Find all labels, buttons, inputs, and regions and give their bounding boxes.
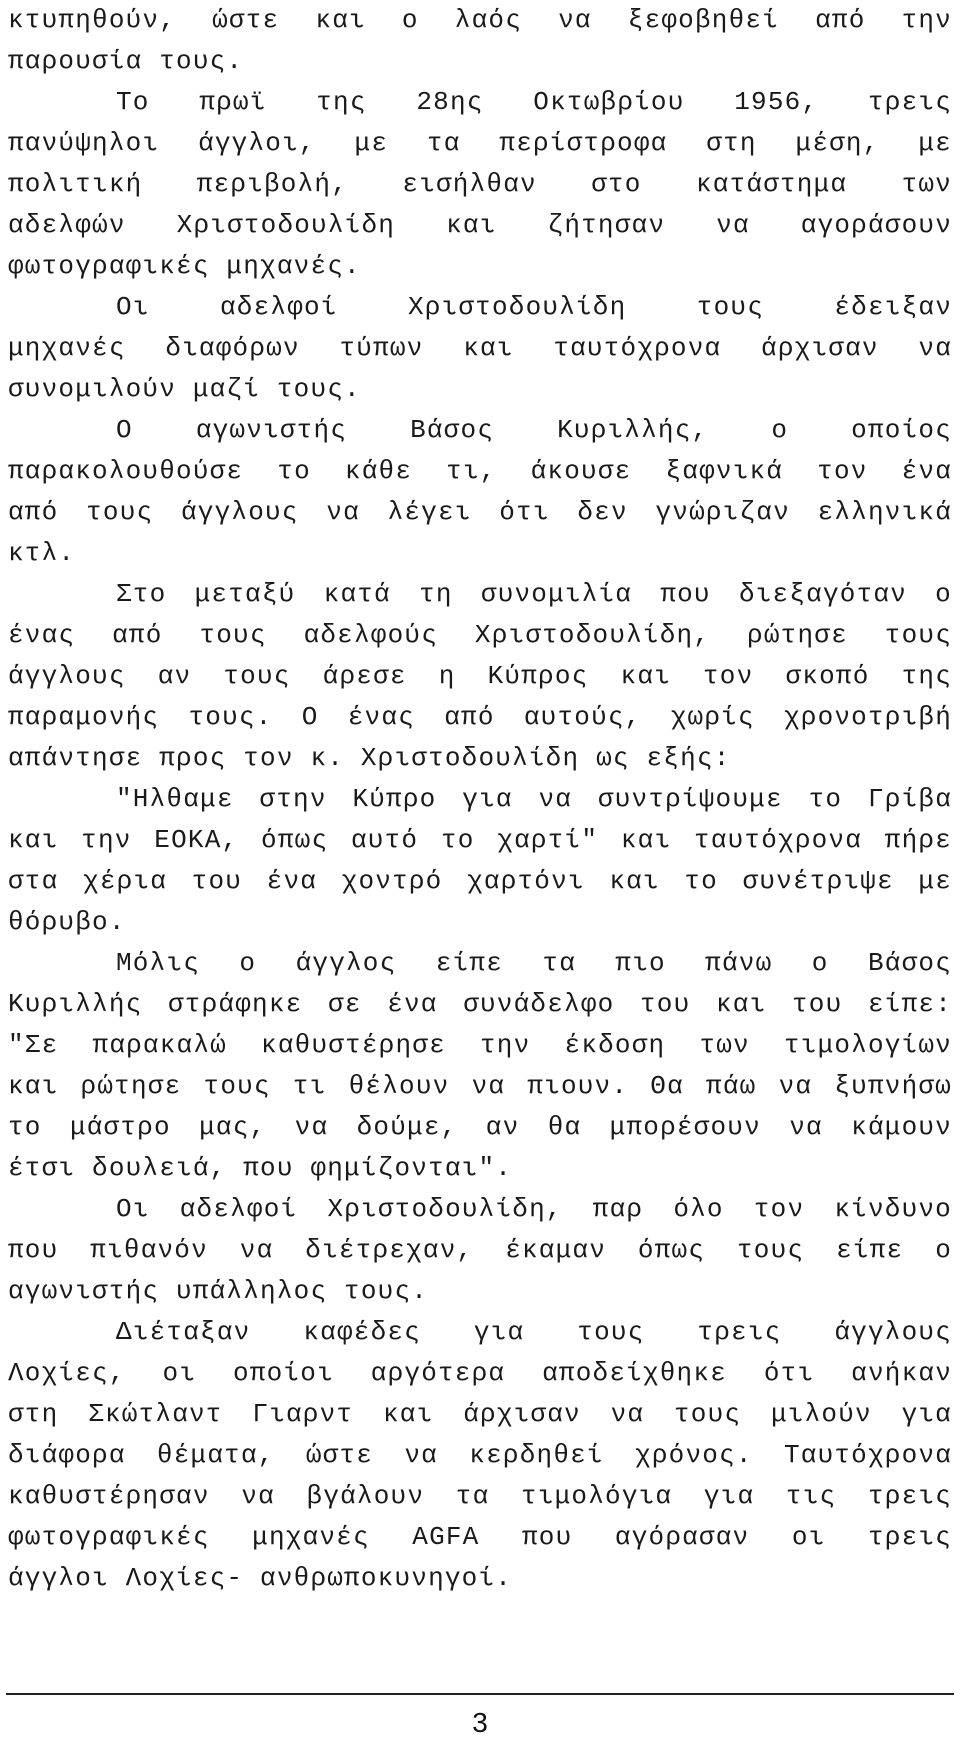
- text-line: μηχανές διαφόρων τύπων και ταυτόχρονα άρχισαν να: [8, 333, 952, 363]
- text-line: παρακολουθούσε το κάθε τι, άκουσε ξαφνικά τον ένα: [8, 456, 952, 486]
- text-line: Κυριλλής στράφηκε σε ένα συνάδελφο του και του είπε:: [8, 989, 952, 1019]
- text-line: πολιτική περιβολή, εισήλθαν στο κατάστημα των: [8, 169, 952, 199]
- text-line: από τους άγγλους να λέγει ότι δεν γνώριζαν ελληνικά: [8, 497, 952, 527]
- text-line: Στο μεταξύ κατά τη συνομιλία που διεξαγόταν ο: [116, 579, 952, 609]
- text-line: άγγλους αν τους άρεσε η Κύπρος και τον σκοπό της: [8, 661, 952, 691]
- text-line: κτλ.: [8, 538, 76, 568]
- text-line: το μάστρο μας, να δούμε, αν θα μπορέσουν να κάμουν: [8, 1112, 952, 1142]
- document-body: [8, 0, 952, 1599]
- text-line: φωτογραφικές μηχανές AGFA που αγόρασαν οι τρεις: [8, 1522, 952, 1552]
- page-number: 3: [472, 1707, 488, 1738]
- text-line: που πιθανόν να διέτρεχαν, έκαμαν όπως τους είπε ο: [8, 1235, 952, 1265]
- text-line: παραμονής τους. Ο ένας από αυτούς, χωρίς χρονοτριβή: [8, 702, 952, 732]
- text-line: και την ΕΟΚΑ, όπως αυτό το χαρτί" και ταυτόχρονα πήρε: [8, 825, 952, 855]
- text-line: παρουσία τους.: [8, 46, 244, 76]
- text-line: πανύψηλοι άγγλοι, με τα περίστροφα στη μέση, με: [8, 128, 952, 158]
- text-line: Το πρωϊ της 28ης Οκτωβρίου 1956, τρεις: [116, 87, 952, 117]
- text-line: αγωνιστής υπάλληλος τους.: [8, 1276, 429, 1306]
- text-line: στα χέρια του ένα χοντρό χαρτόνι και το συνέτριψε με: [8, 866, 952, 896]
- page-footer: [6, 1693, 954, 1738]
- text-line: Μόλις ο άγγλος είπε τα πιο πάνω ο Βάσος: [116, 948, 952, 978]
- text-line: αδελφών Χριστοδουλίδη και ζήτησαν να αγοράσουν: [8, 210, 952, 240]
- text-line: φωτογραφικές μηχανές.: [8, 251, 361, 281]
- text-line: απάντησε προς τον κ. Χριστοδουλίδη ως εξής:: [8, 743, 731, 773]
- text-line: κτυπηθούν, ώστε και ο λαός να ξεφοβηθεί από την: [8, 5, 952, 35]
- text-line: θόρυβο.: [8, 907, 126, 937]
- text-line: Οι αδελφοί Χριστοδουλίδη τους έδειξαν: [116, 292, 952, 322]
- text-line: Ο αγωνιστής Βάσος Κυριλλής, ο οποίος: [116, 415, 952, 445]
- text-line: άγγλοι Λοχίες- ανθρωποκυνηγοί.: [8, 1563, 513, 1593]
- text-line: "Σε παρακαλώ καθυστέρησε την έκδοση των τιμολογίων: [8, 1030, 952, 1060]
- text-line: Διέταξαν καφέδες για τους τρεις άγγλους: [116, 1317, 952, 1347]
- text-line: Οι αδελφοί Χριστοδουλίδη, παρ όλο τον κίνδυνο: [116, 1194, 952, 1224]
- text-line: συνομιλούν μαζί τους.: [8, 374, 361, 404]
- text-line: Λοχίες, οι οποίοι αργότερα αποδείχθηκε ότι ανήκαν: [8, 1358, 952, 1388]
- text-line: διάφορα θέματα, ώστε να κερδηθεί χρόνος. Ταυτόχρονα: [8, 1440, 952, 1470]
- text-line: καθυστέρησαν να βγάλουν τα τιμολόγια για τις τρεις: [8, 1481, 952, 1511]
- text-line: "Ηλθαμε στην Κύπρο για να συντρίψουμε το Γρίβα: [116, 784, 952, 814]
- text-line: στη Σκώτλαντ Γιαρντ και άρχισαν να τους μιλούν για: [8, 1399, 952, 1429]
- text-line: ένας από τους αδελφούς Χριστοδουλίδη, ρώτησε τους: [8, 620, 952, 650]
- text-line: και ρώτησε τους τι θέλουν να πιουν. Θα πάω να ξυπνήσω: [8, 1071, 952, 1101]
- text-line: έτσι δουλειά, που φημίζονται".: [8, 1153, 513, 1183]
